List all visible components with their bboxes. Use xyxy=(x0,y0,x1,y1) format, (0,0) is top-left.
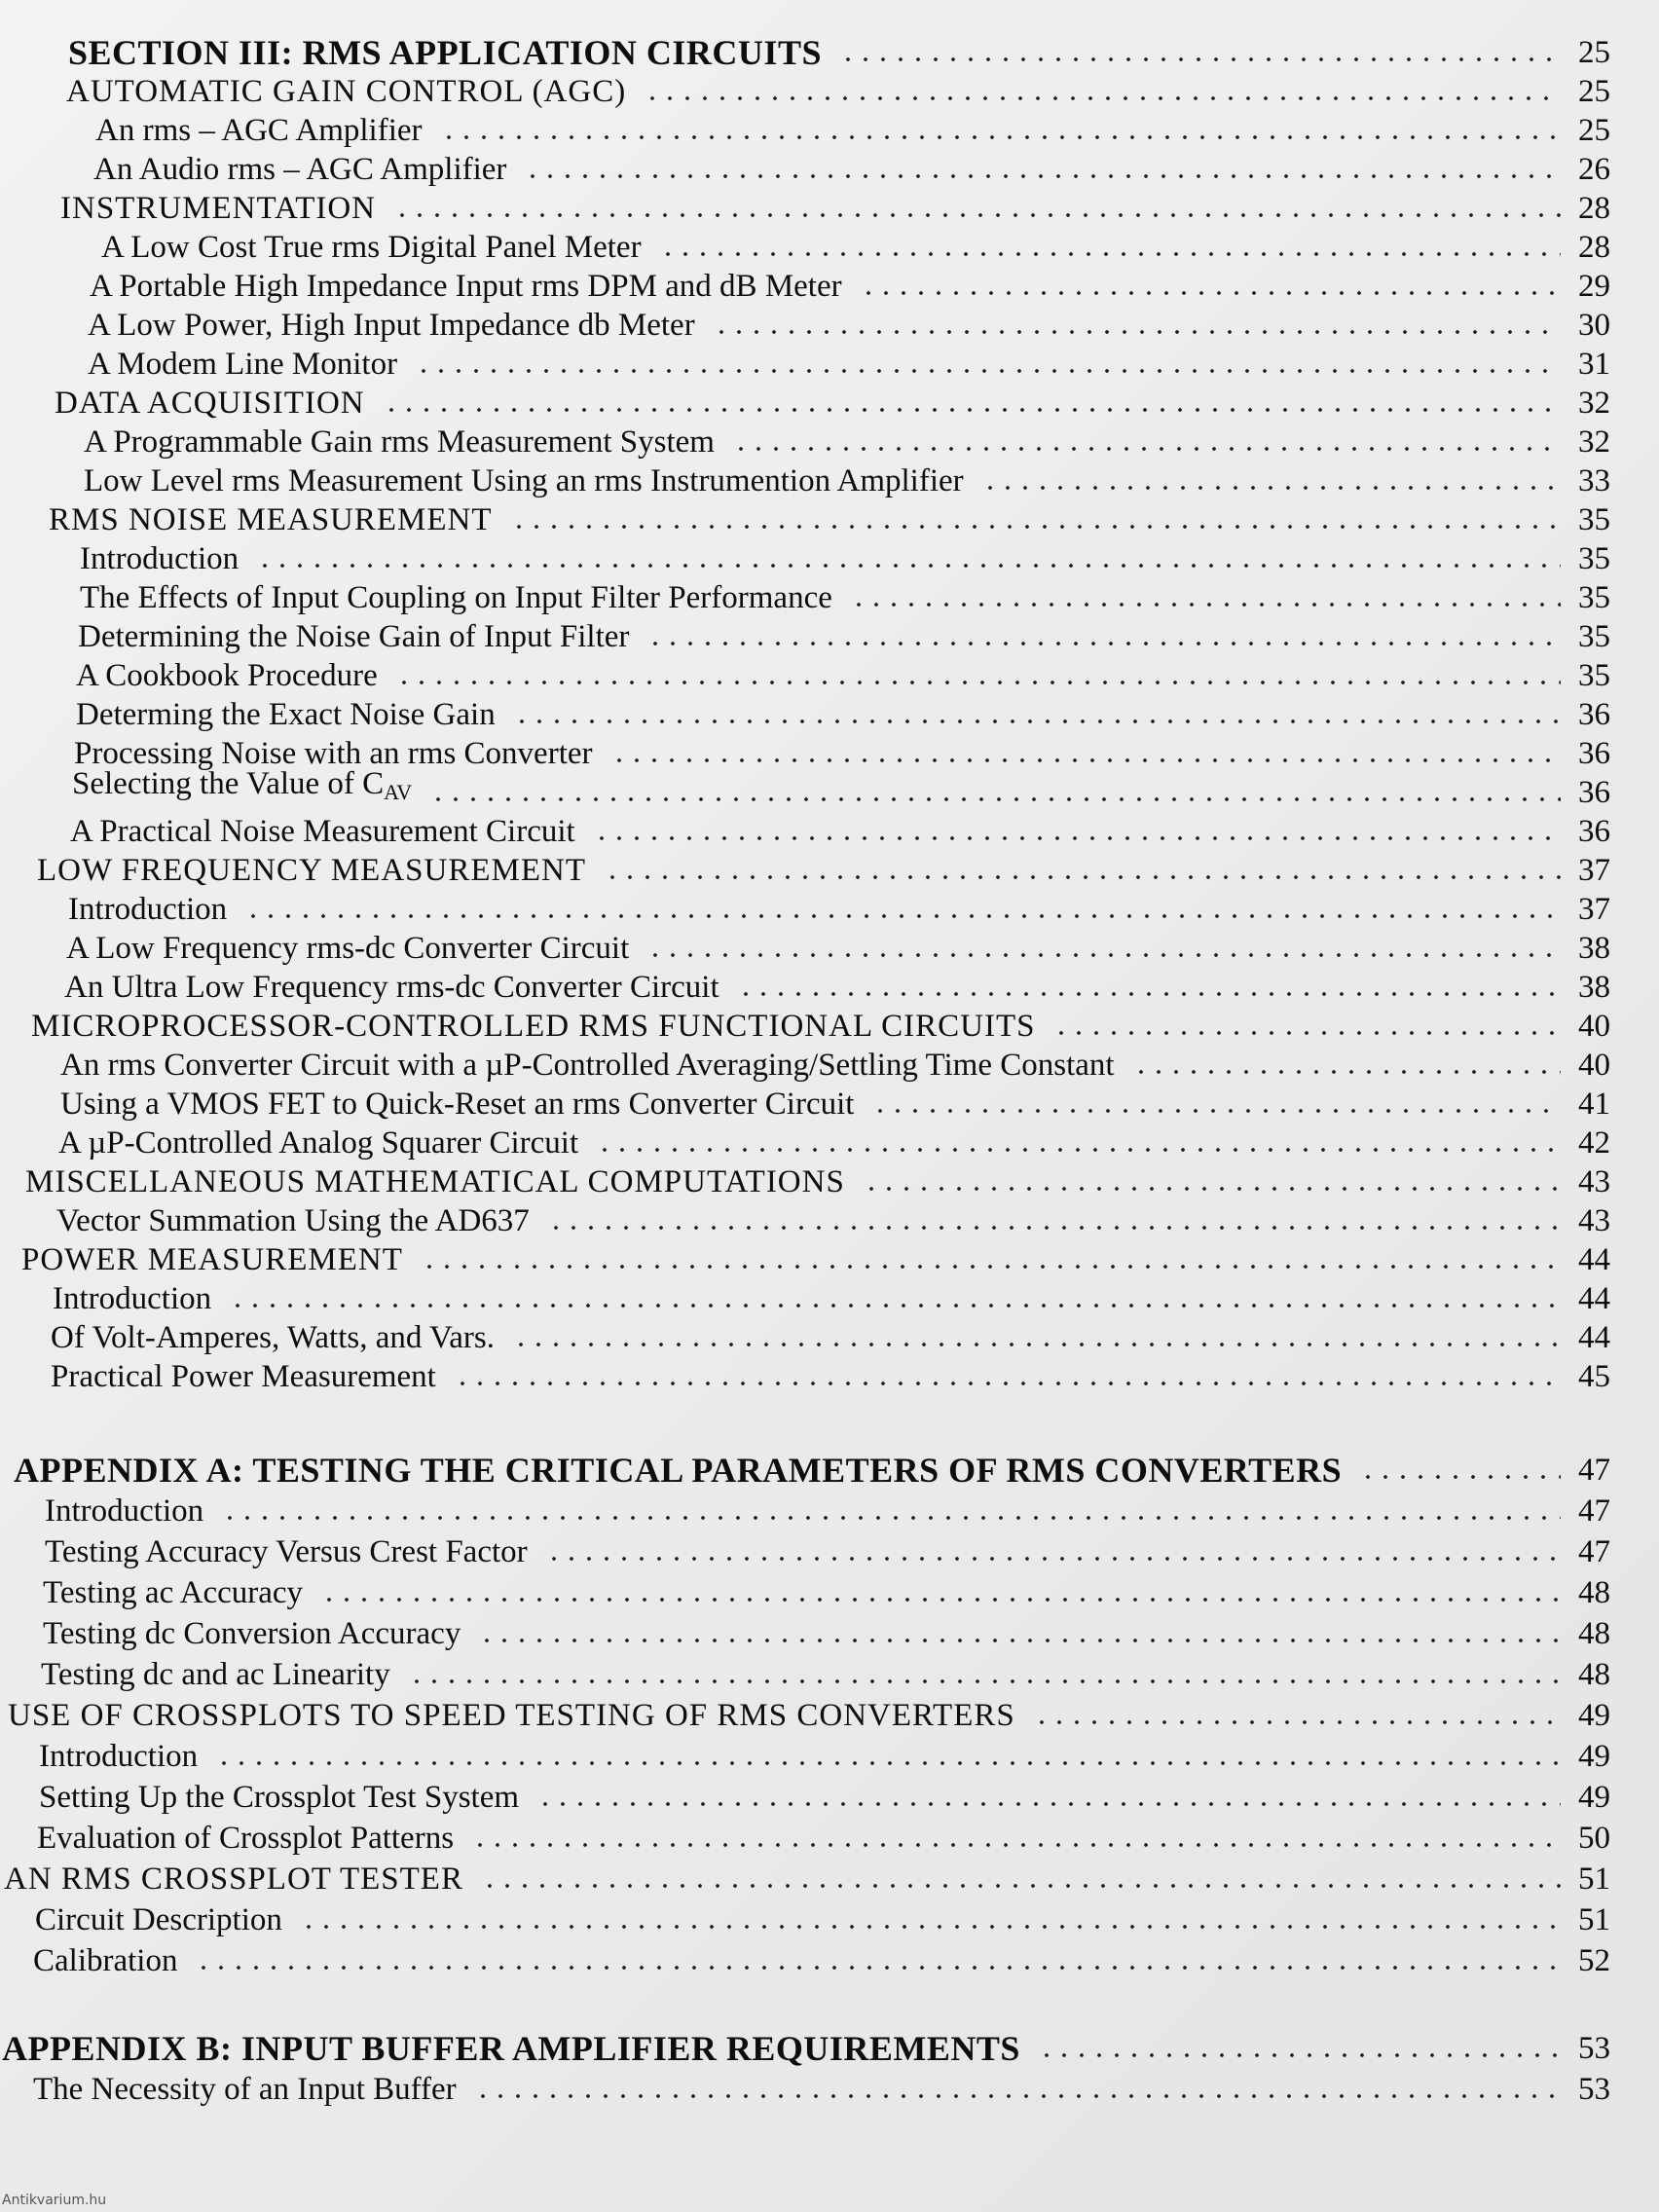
leader-dots xyxy=(596,1147,1561,1153)
leader-dots xyxy=(474,2093,1561,2099)
toc-item-title: Introduction xyxy=(45,1493,204,1529)
toc-group-title: MICROPROCESSOR-CONTROLLED RMS FUNCTIONAL CIRCUITS xyxy=(31,1009,1036,1044)
toc-item xyxy=(0,1201,1659,1240)
toc-item-title: Calibration xyxy=(33,1943,178,1978)
leader-dots xyxy=(215,1760,1561,1766)
toc-item xyxy=(0,461,1659,500)
leader-dots xyxy=(429,796,1561,802)
toc-page-number: 49 xyxy=(1578,1780,1610,1815)
watermark: Antikvarium.hu xyxy=(2,2193,107,2208)
toc-item xyxy=(0,228,1659,267)
toc-item-title: A Low Frequency rms-dc Converter Circuit xyxy=(66,931,630,966)
toc-item xyxy=(0,150,1659,189)
toc-group-title: AN RMS CROSSPLOT TESTER xyxy=(4,1862,463,1897)
toc-item xyxy=(0,1046,1659,1085)
toc-item-title: Testing ac Accuracy xyxy=(43,1575,304,1610)
toc-item-title: Processing Noise with an rms Converter xyxy=(74,736,593,771)
toc-item-title: A Modem Line Monitor xyxy=(88,347,398,382)
toc-group-heading xyxy=(0,1860,1659,1899)
toc-item-title-subscript: AV xyxy=(384,780,413,804)
toc-item xyxy=(0,111,1659,150)
leader-dots xyxy=(644,95,1561,101)
toc-item xyxy=(0,1124,1659,1162)
toc-item xyxy=(0,1357,1659,1396)
toc-item xyxy=(0,1655,1659,1694)
toc-item-title: A Low Power, High Input Impedance db Meter xyxy=(88,308,695,343)
leader-dots xyxy=(610,757,1562,763)
leader-dots xyxy=(863,1186,1561,1192)
toc-item-title: Vector Summation Using the AD637 xyxy=(56,1203,530,1238)
toc-page-number: 49 xyxy=(1578,1698,1610,1733)
leader-dots xyxy=(244,913,1561,919)
toc-item xyxy=(0,1819,1659,1858)
toc-group-heading xyxy=(0,189,1659,228)
toc-page-number: 53 xyxy=(1578,2031,1610,2066)
leader-dots xyxy=(871,1108,1561,1114)
toc-item xyxy=(0,1318,1659,1357)
toc-item xyxy=(0,1279,1659,1318)
toc-page-number: 41 xyxy=(1578,1087,1610,1122)
toc-item xyxy=(0,306,1659,345)
leader-dots xyxy=(320,1597,1561,1603)
toc-group-title: AUTOMATIC GAIN CONTROL (AGC) xyxy=(66,74,627,109)
toc-appendix-title: APPENDIX A: TESTING THE CRITICAL PARAMETERS OF RMS CONVERTERS xyxy=(14,1451,1343,1490)
toc-item-title: Practical Power Measurement xyxy=(51,1359,436,1394)
toc-page-number: 25 xyxy=(1578,113,1610,148)
leader-dots xyxy=(545,1556,1561,1562)
toc-item-title: The Effects of Input Coupling on Input Filter Performance xyxy=(80,580,832,615)
toc-page-number: 48 xyxy=(1578,1616,1610,1651)
leader-dots xyxy=(604,874,1561,880)
toc-group-title: MISCELLANEOUS MATHEMATICAL COMPUTATIONS xyxy=(25,1164,845,1199)
toc-page-number: 49 xyxy=(1578,1739,1610,1774)
leader-dots xyxy=(732,446,1561,452)
toc-page-number: 38 xyxy=(1578,970,1610,1005)
leader-dots xyxy=(1132,1069,1561,1075)
toc-item xyxy=(0,695,1659,734)
toc-item-title: A Low Cost True rms Digital Panel Meter xyxy=(101,230,642,265)
leader-dots xyxy=(737,991,1561,997)
leader-dots xyxy=(478,1638,1561,1643)
toc-page-number: 37 xyxy=(1578,892,1610,927)
toc-item xyxy=(0,423,1659,461)
toc-item-title: Low Level rms Measurement Using an rms Instrumention Amplifier xyxy=(84,463,964,498)
leader-dots xyxy=(256,563,1561,569)
leader-dots xyxy=(300,1924,1561,1930)
toc-item xyxy=(0,929,1659,968)
toc-page-number: 35 xyxy=(1578,541,1610,576)
toc-item xyxy=(0,812,1659,851)
toc-group-heading xyxy=(0,384,1659,423)
toc-page-number: 48 xyxy=(1578,1575,1610,1610)
toc-page-number: 33 xyxy=(1578,463,1610,498)
toc-page-number: 50 xyxy=(1578,1821,1610,1856)
leader-dots xyxy=(1359,1474,1561,1480)
leader-dots xyxy=(471,1842,1561,1848)
leader-dots xyxy=(536,1801,1561,1807)
toc-item xyxy=(0,1573,1659,1612)
toc-page-number: 52 xyxy=(1578,1943,1610,1978)
toc-page-number: 35 xyxy=(1578,619,1610,654)
leader-dots xyxy=(513,719,1561,724)
toc-page-number: 44 xyxy=(1578,1242,1610,1277)
leader-dots xyxy=(593,835,1561,841)
toc-group-heading xyxy=(0,851,1659,890)
toc-page-number: 37 xyxy=(1578,853,1610,888)
toc-group-title: POWER MEASUREMENT xyxy=(21,1242,403,1277)
toc-page-number: 32 xyxy=(1578,424,1610,460)
leader-dots xyxy=(421,1264,1561,1270)
toc-page-number: 36 xyxy=(1578,736,1610,771)
toc-page-number: 30 xyxy=(1578,308,1610,343)
leader-dots xyxy=(440,134,1562,140)
toc-item-title: Setting Up the Crossplot Test System xyxy=(39,1780,520,1815)
leader-dots xyxy=(646,641,1561,646)
toc-item-title: An rms Converter Circuit with a µP-Controlled Averaging/Settling Time Constant xyxy=(60,1048,1115,1083)
toc-item-title xyxy=(72,764,412,812)
toc-item xyxy=(0,345,1659,384)
toc-page-number: 43 xyxy=(1578,1164,1610,1199)
leader-dots xyxy=(1052,1030,1561,1036)
leader-dots xyxy=(1033,1719,1561,1725)
leader-dots xyxy=(1038,2052,1561,2058)
toc-page-number: 51 xyxy=(1578,1902,1610,1937)
toc-group-title: DATA ACQUISITION xyxy=(55,386,365,421)
toc-page-number: 48 xyxy=(1578,1657,1610,1692)
leader-dots xyxy=(229,1303,1561,1309)
toc-item-title: An Audio rms – AGC Amplifier xyxy=(93,152,507,187)
toc-appendix-heading xyxy=(0,2029,1659,2068)
toc-item-title: Of Volt-Amperes, Watts, and Vars. xyxy=(51,1320,495,1355)
toc-page-number: 44 xyxy=(1578,1281,1610,1316)
leader-dots xyxy=(981,485,1561,491)
toc-item-title-text: Selecting the Value of C xyxy=(72,766,385,801)
toc-page-number: 36 xyxy=(1578,814,1610,849)
toc-group-title: INSTRUMENTATION xyxy=(60,191,377,226)
toc-group-heading xyxy=(0,500,1659,539)
leader-dots xyxy=(512,1342,1561,1347)
toc-item-title: Introduction xyxy=(53,1281,212,1316)
toc-group-heading xyxy=(0,1696,1659,1735)
toc-item xyxy=(0,968,1659,1007)
toc-item-title: Testing Accuracy Versus Crest Factor xyxy=(45,1534,528,1569)
toc-page-number: 29 xyxy=(1578,269,1610,304)
toc-page-number: 35 xyxy=(1578,502,1610,537)
leader-dots xyxy=(860,290,1561,296)
toc-item xyxy=(0,1941,1659,1980)
toc-item xyxy=(0,1900,1659,1939)
toc-page-number: 40 xyxy=(1578,1009,1610,1044)
toc-page-number: 36 xyxy=(1578,697,1610,732)
toc-page-number: 53 xyxy=(1578,2072,1610,2107)
toc-group-title: RMS NOISE MEASUREMENT xyxy=(49,502,493,537)
leader-dots xyxy=(408,1678,1561,1684)
toc-item xyxy=(0,2070,1659,2109)
toc-appendix-heading xyxy=(0,1451,1659,1490)
toc-item-title: A Programmable Gain rms Measurement System xyxy=(84,424,715,460)
toc-item xyxy=(0,1614,1659,1653)
toc-item xyxy=(0,617,1659,656)
leader-dots xyxy=(839,56,1561,62)
leader-dots xyxy=(713,329,1561,335)
toc-item-title: The Necessity of an Input Buffer xyxy=(33,2072,457,2107)
toc-page-number: 51 xyxy=(1578,1862,1610,1897)
toc-section-heading xyxy=(0,33,1659,72)
toc-page-number: 42 xyxy=(1578,1125,1610,1161)
toc-page-number: 35 xyxy=(1578,580,1610,615)
toc-item-title: Testing dc and ac Linearity xyxy=(41,1657,390,1692)
toc-item xyxy=(0,578,1659,617)
toc-item xyxy=(0,1492,1659,1530)
leader-dots xyxy=(850,602,1561,608)
toc-item-title: Evaluation of Crossplot Patterns xyxy=(37,1821,455,1856)
toc-item-title: Introduction xyxy=(68,892,228,927)
toc-item-title: A Practical Noise Measurement Circuit xyxy=(70,814,575,849)
leader-dots xyxy=(454,1381,1561,1386)
leader-dots xyxy=(383,407,1561,413)
leader-dots xyxy=(481,1883,1561,1889)
toc-group-heading xyxy=(0,72,1659,111)
toc-group-title: USE OF CROSSPLOTS TO SPEED TESTING OF RMS CONVERTERS xyxy=(8,1698,1015,1733)
toc-item-title: A Portable High Impedance Input rms DPM and dB Meter xyxy=(90,269,842,304)
toc-item xyxy=(0,1737,1659,1776)
toc-item xyxy=(0,1532,1659,1571)
leader-dots xyxy=(510,524,1561,530)
toc-page-number: 28 xyxy=(1578,191,1610,226)
leader-dots xyxy=(646,952,1561,958)
leader-dots xyxy=(195,1965,1561,1971)
toc-page-number: 26 xyxy=(1578,152,1610,187)
toc-page-number: 25 xyxy=(1578,35,1610,70)
toc-item xyxy=(0,539,1659,578)
toc-page-number: 40 xyxy=(1578,1048,1610,1083)
toc-group-title: LOW FREQUENCY MEASUREMENT xyxy=(37,853,587,888)
leader-dots xyxy=(395,680,1561,685)
toc-item-title: Testing dc Conversion Accuracy xyxy=(43,1616,461,1651)
toc-page-number: 47 xyxy=(1578,1453,1610,1488)
toc-item-title: Introduction xyxy=(39,1739,199,1774)
toc-page-number: 36 xyxy=(1578,775,1610,810)
toc-item xyxy=(0,267,1659,306)
toc-appendix-title: APPENDIX B: INPUT BUFFER AMPLIFIER REQUIREMENTS xyxy=(2,2029,1020,2068)
toc-item-title: Determining the Noise Gain of Input Filter xyxy=(78,619,630,654)
toc-page-number: 28 xyxy=(1578,230,1610,265)
toc-item-title: Introduction xyxy=(80,541,240,576)
toc-page-number: 47 xyxy=(1578,1534,1610,1569)
toc-page-number: 38 xyxy=(1578,931,1610,966)
toc-page-number: 25 xyxy=(1578,74,1610,109)
toc-item-title: An Ultra Low Frequency rms-dc Converter Circuit xyxy=(64,970,719,1005)
toc-group-heading xyxy=(0,1007,1659,1046)
leader-dots xyxy=(524,173,1561,179)
toc-page-number: 32 xyxy=(1578,386,1610,421)
toc-item xyxy=(0,1778,1659,1817)
toc-page-number: 31 xyxy=(1578,347,1610,382)
leader-dots xyxy=(393,212,1561,218)
toc-item xyxy=(0,766,1659,812)
toc-page-number: 35 xyxy=(1578,658,1610,693)
toc-item-title: Using a VMOS FET to Quick-Reset an rms Converter Circuit xyxy=(60,1087,855,1122)
toc-item-title: A µP-Controlled Analog Squarer Circuit xyxy=(58,1125,579,1161)
toc-group-heading xyxy=(0,1240,1659,1279)
toc-page-number: 44 xyxy=(1578,1320,1610,1355)
toc-item-title: Circuit Description xyxy=(35,1902,282,1937)
toc-section-title: SECTION III: RMS APPLICATION CIRCUITS xyxy=(68,33,822,72)
toc-item-title: Determing the Exact Noise Gain xyxy=(76,697,496,732)
toc-item xyxy=(0,890,1659,929)
toc-item xyxy=(0,656,1659,695)
toc-item-title: A Cookbook Procedure xyxy=(76,658,378,693)
toc-page-number: 45 xyxy=(1578,1359,1610,1394)
leader-dots xyxy=(547,1225,1561,1231)
toc-item xyxy=(0,1085,1659,1124)
leader-dots xyxy=(659,251,1561,257)
toc-group-heading xyxy=(0,1162,1659,1201)
toc-item-title: An rms – AGC Amplifier xyxy=(95,113,423,148)
toc-page-number: 43 xyxy=(1578,1203,1610,1238)
leader-dots xyxy=(221,1515,1561,1521)
leader-dots xyxy=(415,368,1561,374)
toc-page-number: 47 xyxy=(1578,1493,1610,1529)
